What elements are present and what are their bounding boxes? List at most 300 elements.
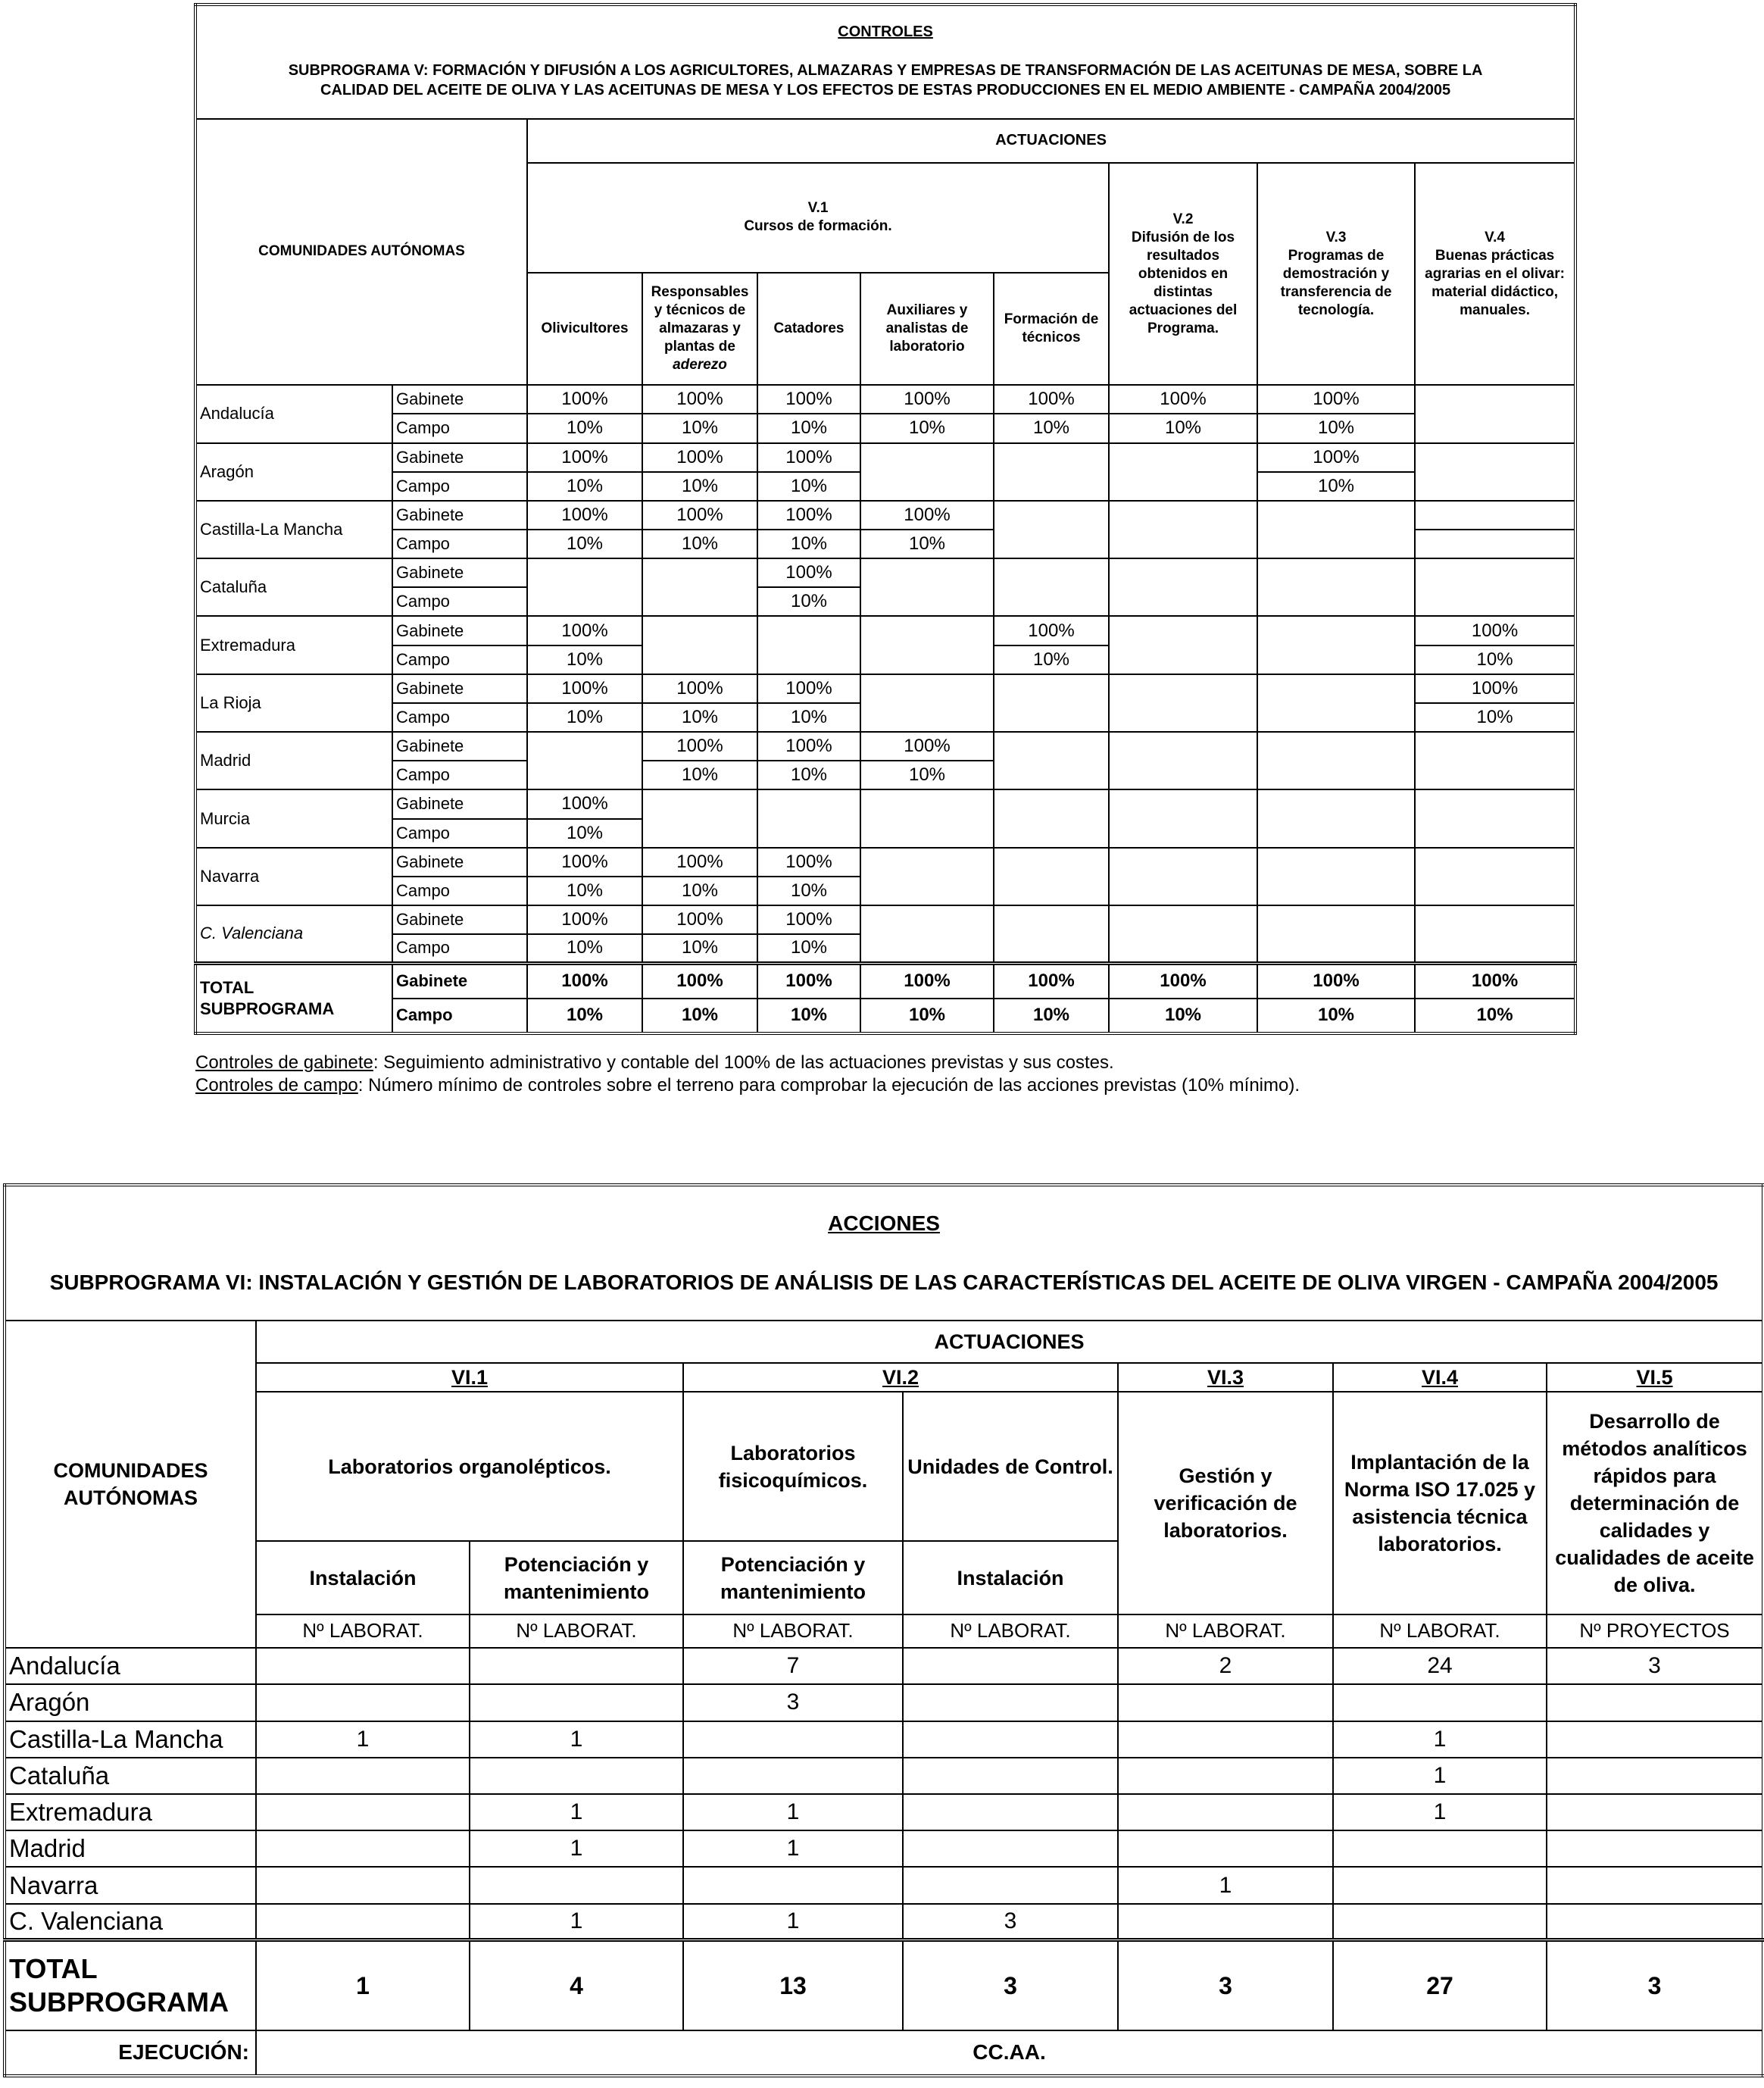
cell-empty [860, 848, 994, 905]
unit-label: Nº LABORAT. [256, 1614, 470, 1648]
cell-value: 100% [527, 789, 642, 818]
unit-label: Nº LABORAT. [683, 1614, 903, 1648]
v2-code: V.2 [1172, 211, 1194, 227]
cell-value [1118, 1684, 1333, 1721]
cell-value [1118, 1904, 1333, 1940]
cell-empty [860, 674, 994, 732]
controles-table [194, 3, 1577, 1035]
ejecucion-label: EJECUCIÓN: [118, 2040, 249, 2065]
cell-empty [994, 848, 1109, 905]
acciones-title-block [5, 1185, 1763, 1321]
total-value: 27 [1333, 1940, 1547, 2030]
region-murcia: Murcia [195, 789, 392, 847]
vi2-fisico-title: Laboratorios fisicoquímicos. [683, 1392, 903, 1541]
cell-value: 100% [642, 501, 757, 530]
total-label [195, 963, 392, 1033]
vi3-code: VI.3 [1118, 1363, 1333, 1392]
label-campo: Campo [392, 761, 527, 789]
label-gabinete: Gabinete [392, 443, 527, 472]
note-campo [195, 1074, 1300, 1097]
actuaciones-header: ACTUACIONES [527, 119, 1575, 163]
total-value: 10% [757, 999, 860, 1033]
cell-empty [860, 558, 994, 616]
vi5-code: VI.5 [1547, 1363, 1763, 1392]
total-label-campo: Campo [392, 999, 527, 1033]
sub-instalacion: Instalación [903, 1541, 1118, 1614]
cell-empty [994, 905, 1109, 963]
cell-value: 100% [994, 616, 1109, 645]
cell-value: 100% [757, 732, 860, 761]
cell-empty [1257, 905, 1415, 963]
cell-value: 100% [1415, 616, 1575, 645]
sub-formacion: Formación de técnicos [994, 273, 1109, 386]
cell-value: 100% [757, 905, 860, 934]
vi4-title: Implantación de la Norma ISO 17.025 y asistencia técnica laboratorios. [1333, 1392, 1547, 1614]
cell-value [256, 1867, 470, 1903]
cell-value: 10% [1109, 414, 1257, 442]
cell-value: 1 [1333, 1721, 1547, 1758]
cell-value [903, 1830, 1118, 1867]
ejecucion-value: CC.AA. [256, 2030, 1763, 2076]
vi5-title: Desarrollo de métodos analíticos rápidos para determinación de calidades y cualidades de aceite de oliva. [1547, 1392, 1763, 1614]
v3-header [1257, 163, 1415, 385]
cell-value: 1 [683, 1794, 903, 1830]
region-label: C. Valenciana [5, 1904, 256, 1940]
cell-value [903, 1684, 1118, 1721]
unit-label: Nº LABORAT. [1333, 1614, 1547, 1648]
cell-value [1333, 1867, 1547, 1903]
sub-potenciacion: Potenciación y mantenimiento [470, 1541, 683, 1614]
cell-value [1118, 1830, 1333, 1867]
cell-value: 10% [757, 472, 860, 501]
cell-empty [1415, 385, 1575, 442]
total-value: 3 [903, 1940, 1118, 2030]
region-andalucia: Andalucía [195, 385, 392, 442]
label-gabinete: Gabinete [392, 501, 527, 530]
cell-value: 100% [642, 385, 757, 414]
cell-value: 1 [683, 1830, 903, 1867]
cell-value: 10% [527, 645, 642, 674]
cell-value: 100% [860, 501, 994, 530]
region-label: Aragón [5, 1684, 256, 1721]
cell-empty [1415, 558, 1575, 616]
region-label: Castilla-La Mancha [5, 1721, 256, 1758]
cell-value: 10% [757, 934, 860, 963]
note-campo-term: Controles de campo [195, 1075, 358, 1096]
cell-empty [860, 789, 994, 847]
label-campo: Campo [392, 530, 527, 558]
total-value: 1 [256, 1940, 470, 2030]
vi4-code: VI.4 [1333, 1363, 1547, 1392]
cell-empty [1415, 848, 1575, 905]
label-campo: Campo [392, 819, 527, 848]
vi1-code: VI.1 [256, 1363, 683, 1392]
cell-value: 10% [642, 703, 757, 732]
cell-value: 100% [642, 732, 757, 761]
region-aragon: Aragón [195, 443, 392, 501]
cell-empty [1257, 558, 1415, 616]
v4-header [1415, 163, 1575, 385]
cell-value: 100% [860, 385, 994, 414]
cell-value: 10% [994, 414, 1109, 442]
cell-value [256, 1648, 470, 1684]
cell-value: 1 [470, 1904, 683, 1940]
region-larioja: La Rioja [195, 674, 392, 732]
total-label [5, 1940, 256, 2030]
cell-value [470, 1684, 683, 1721]
total-label-gabinete: Gabinete [392, 963, 527, 998]
cell-value: 100% [527, 616, 642, 645]
total-value: 13 [683, 1940, 903, 2030]
total-value: 100% [527, 963, 642, 998]
cell-value: 100% [527, 905, 642, 934]
sub-auxiliares: Auxiliares y analistas de laboratorio [860, 273, 994, 386]
cell-value: 10% [860, 761, 994, 789]
total-value: 100% [757, 963, 860, 998]
cell-value [256, 1904, 470, 1940]
cell-value: 100% [527, 501, 642, 530]
cell-value: 3 [903, 1904, 1118, 1940]
cell-value [1333, 1684, 1547, 1721]
table-row [5, 1867, 1763, 1903]
label-gabinete: Gabinete [392, 905, 527, 934]
actuaciones-header: ACTUACIONES [256, 1321, 1763, 1363]
total-value: 3 [1547, 1940, 1763, 2030]
cell-empty [1109, 732, 1257, 789]
cell-value: 10% [527, 472, 642, 501]
cell-value: 10% [527, 414, 642, 442]
cell-value [1118, 1794, 1333, 1830]
cell-empty [1415, 501, 1575, 530]
cell-value: 10% [1257, 414, 1415, 442]
sub-instalacion: Instalación [256, 1541, 470, 1614]
total-value: 10% [527, 999, 642, 1033]
cell-empty [757, 789, 860, 847]
label-campo: Campo [392, 414, 527, 442]
total-label-line-2: SUBPROGRAMA [200, 999, 335, 1018]
v4-title: Buenas prácticas agrarias en el olivar: material didáctico, manuales. [1425, 247, 1565, 318]
controles-title-block [195, 5, 1575, 119]
cell-value: 1 [1333, 1758, 1547, 1794]
cell-value: 100% [757, 443, 860, 472]
region-label: Andalucía [5, 1648, 256, 1684]
cell-value: 100% [1257, 443, 1415, 472]
cell-value [1333, 1904, 1547, 1940]
cell-empty [994, 443, 1109, 501]
cell-value: 100% [527, 443, 642, 472]
cell-value: 10% [1415, 703, 1575, 732]
cell-value [903, 1867, 1118, 1903]
total-value: 100% [1109, 963, 1257, 998]
controles-subtitle-line-1: SUBPROGRAMA V: FORMACIÓN Y DIFUSIÓN A LOS AGRICULTORES, ALMAZARAS Y EMPRESAS DE TRANSFORMACIÓN DE LAS ACEITUNAS DE MESA, SOBRE LA [288, 62, 1483, 80]
region-madrid: Madrid [195, 732, 392, 789]
cell-empty [527, 732, 642, 789]
sub-responsables-text: Responsables y técnicos de almazaras y plantas de [651, 283, 749, 355]
cell-value: 100% [1257, 385, 1415, 414]
region-castilla: Castilla-La Mancha [195, 501, 392, 558]
total-label-line-1: TOTAL [200, 977, 254, 997]
sub-olivicultores: Olivicultores [527, 273, 642, 386]
region-label: Cataluña [5, 1758, 256, 1794]
region-label: Madrid [5, 1830, 256, 1867]
total-label-line-2: SUBPROGRAMA [9, 1986, 229, 2018]
v1-code: V.1 [807, 200, 829, 217]
cell-value: 10% [642, 761, 757, 789]
cell-empty [1257, 789, 1415, 847]
cell-value: 100% [527, 674, 642, 703]
cell-empty [1109, 789, 1257, 847]
label-gabinete: Gabinete [392, 789, 527, 818]
table-row [5, 1830, 1763, 1867]
cell-value: 1 [683, 1904, 903, 1940]
cell-empty [757, 616, 860, 674]
cell-value: 100% [527, 385, 642, 414]
cell-value [903, 1648, 1118, 1684]
cell-value [1547, 1684, 1763, 1721]
comunidades-header: COMUNIDADES AUTÓNOMAS [5, 1321, 256, 1648]
cell-value: 100% [642, 905, 757, 934]
cell-empty [860, 905, 994, 963]
acciones-table [3, 1183, 1764, 2077]
total-value: 10% [1415, 999, 1575, 1033]
region-extremadura: Extremadura [195, 616, 392, 674]
cell-empty [1109, 674, 1257, 732]
v1-title: Cursos de formación. [744, 218, 892, 235]
region-label: Navarra [5, 1867, 256, 1903]
cell-value [1547, 1867, 1763, 1903]
cell-value: 3 [683, 1684, 903, 1721]
cell-empty [860, 616, 994, 674]
cell-value: 100% [642, 443, 757, 472]
cell-value: 10% [757, 414, 860, 442]
label-gabinete: Gabinete [392, 674, 527, 703]
comunidades-header: COMUNIDADES AUTÓNOMAS [195, 119, 527, 386]
cell-empty [642, 616, 757, 674]
cell-value [470, 1648, 683, 1684]
v2-header [1109, 163, 1257, 385]
cell-value: 100% [642, 848, 757, 877]
label-campo: Campo [392, 934, 527, 963]
cell-empty [1257, 616, 1415, 674]
cell-value: 10% [757, 530, 860, 558]
controles-title: CONTROLES [838, 23, 933, 41]
cell-empty [642, 789, 757, 847]
note-campo-text: : Número mínimo de controles sobre el terreno para comprobar la ejecución de las acciones previstas (10% mínimo). [357, 1075, 1300, 1096]
label-campo: Campo [392, 703, 527, 732]
vi2-code: VI.2 [683, 1363, 1118, 1392]
cell-value [1547, 1830, 1763, 1867]
total-value: 100% [642, 963, 757, 998]
table-row [5, 1794, 1763, 1830]
cell-value [256, 1794, 470, 1830]
cell-value: 10% [527, 819, 642, 848]
cell-value [256, 1830, 470, 1867]
cell-value: 10% [642, 877, 757, 905]
cell-empty [994, 732, 1109, 789]
region-label: Extremadura [5, 1794, 256, 1830]
cell-value: 10% [642, 414, 757, 442]
total-value: 10% [642, 999, 757, 1033]
acciones-subtitle: SUBPROGRAMA VI: INSTALACIÓN Y GESTIÓN DE LABORATORIOS DE ANÁLISIS DE LAS CARACTERÍSTICAS DEL ACEITE DE OLIVA VIRGEN - CAMPAÑA 2004/2005 [49, 1270, 1719, 1294]
label-gabinete: Gabinete [392, 385, 527, 414]
cell-value: 10% [860, 414, 994, 442]
cell-empty [1415, 789, 1575, 847]
total-value: 100% [994, 963, 1109, 998]
label-gabinete: Gabinete [392, 732, 527, 761]
cell-value: 1 [470, 1794, 683, 1830]
total-label-line-1: TOTAL [9, 1953, 98, 1984]
acciones-title: ACCIONES [828, 1211, 940, 1235]
unit-label: Nº LABORAT. [1118, 1614, 1333, 1648]
cell-value: 10% [994, 645, 1109, 674]
cell-empty [1415, 905, 1575, 963]
label-gabinete: Gabinete [392, 558, 527, 587]
label-gabinete: Gabinete [392, 848, 527, 877]
cell-empty [1109, 616, 1257, 674]
controles-notes [195, 1052, 1300, 1097]
cell-empty [1109, 443, 1257, 501]
cell-value: 100% [860, 732, 994, 761]
cell-empty [642, 558, 757, 616]
cell-value [470, 1758, 683, 1794]
label-campo: Campo [392, 877, 527, 905]
cell-empty [1415, 443, 1575, 501]
cell-value: 100% [757, 385, 860, 414]
cell-empty [1109, 848, 1257, 905]
cell-value [1547, 1721, 1763, 1758]
label-campo: Campo [392, 587, 527, 616]
table-row [5, 1721, 1763, 1758]
total-value: 3 [1118, 1940, 1333, 2030]
unit-label: Nº LABORAT. [903, 1614, 1118, 1648]
cell-empty [527, 558, 642, 616]
cell-empty [1109, 905, 1257, 963]
total-value: 100% [860, 963, 994, 998]
region-valenciana-label: C. Valenciana [200, 924, 304, 943]
cell-empty [860, 443, 994, 501]
v3-code: V.3 [1325, 229, 1347, 245]
cell-value: 10% [527, 703, 642, 732]
total-row [5, 1940, 1763, 2030]
cell-value: 100% [994, 385, 1109, 414]
cell-value: 10% [527, 530, 642, 558]
cell-empty [1257, 501, 1415, 558]
region-cataluna: Cataluña [195, 558, 392, 616]
cell-empty [994, 501, 1109, 558]
region-valenciana [195, 905, 392, 963]
cell-value: 1 [1118, 1867, 1333, 1903]
table-row [5, 1684, 1763, 1721]
total-value: 10% [1109, 999, 1257, 1033]
table-row [5, 1904, 1763, 1940]
table-row [5, 1758, 1763, 1794]
unit-label: Nº PROYECTOS [1547, 1614, 1763, 1648]
cell-value [1547, 1758, 1763, 1794]
cell-value [683, 1867, 903, 1903]
note-gabinete-text: : Seguimiento administrativo y contable del 100% de las actuaciones previstas y sus costes. [373, 1052, 1114, 1073]
cell-value [683, 1721, 903, 1758]
region-navarra: Navarra [195, 848, 392, 905]
total-value: 100% [1415, 963, 1575, 998]
cell-empty [994, 789, 1109, 847]
cell-value: 1 [256, 1721, 470, 1758]
v1-header [527, 163, 1109, 273]
note-gabinete-term: Controles de gabinete [195, 1052, 373, 1073]
cell-value: 10% [757, 877, 860, 905]
cell-empty [1257, 674, 1415, 732]
sub-responsables-italic: aderezo [673, 356, 727, 373]
sub-catadores: Catadores [757, 273, 860, 386]
controles-subtitle-line-2: CALIDAD DEL ACEITE DE OLIVA Y LAS ACEITUNAS DE MESA Y LOS EFECTOS DE ESTAS PRODUCCIONES EN EL MEDIO AMBIENTE - CAMPAÑA 2004/2005 [320, 82, 1451, 99]
total-value: 4 [470, 1940, 683, 2030]
cell-value: 100% [1415, 674, 1575, 703]
cell-empty [1109, 501, 1257, 558]
cell-value: 1 [1333, 1794, 1547, 1830]
cell-value: 10% [757, 703, 860, 732]
cell-value: 10% [860, 530, 994, 558]
cell-value: 100% [757, 501, 860, 530]
vi3-title: Gestión y verificación de laboratorios. [1118, 1392, 1333, 1614]
cell-value [1547, 1794, 1763, 1830]
table-row [5, 1648, 1763, 1684]
v3-title: Programas de demostración y transferencia de tecnología. [1280, 247, 1392, 318]
total-value: 100% [1257, 963, 1415, 998]
unit-label: Nº LABORAT. [470, 1614, 683, 1648]
cell-empty [1415, 530, 1575, 558]
vi2-unidades-title: Unidades de Control. [903, 1392, 1118, 1541]
cell-value: 100% [757, 558, 860, 587]
cell-value: 10% [642, 472, 757, 501]
cell-value: 100% [642, 674, 757, 703]
cell-value [903, 1758, 1118, 1794]
total-value: 10% [860, 999, 994, 1033]
total-value: 10% [994, 999, 1109, 1033]
cell-value [470, 1867, 683, 1903]
cell-empty [1257, 732, 1415, 789]
cell-value: 1 [470, 1830, 683, 1867]
total-value: 10% [1257, 999, 1415, 1033]
cell-empty [1415, 732, 1575, 789]
cell-value: 100% [1109, 385, 1257, 414]
cell-empty [994, 674, 1109, 732]
cell-value [256, 1684, 470, 1721]
cell-value [903, 1721, 1118, 1758]
cell-value [1118, 1758, 1333, 1794]
cell-value: 10% [1415, 645, 1575, 674]
cell-value: 10% [642, 530, 757, 558]
cell-value [256, 1758, 470, 1794]
cell-empty [1109, 558, 1257, 616]
label-campo: Campo [392, 645, 527, 674]
cell-value: 10% [1257, 472, 1415, 501]
cell-value: 7 [683, 1648, 903, 1684]
cell-value: 24 [1333, 1648, 1547, 1684]
cell-value: 10% [527, 877, 642, 905]
cell-value [1118, 1721, 1333, 1758]
vi1-title: Laboratorios organolépticos. [256, 1392, 683, 1541]
cell-empty [994, 558, 1109, 616]
cell-value: 100% [757, 848, 860, 877]
v4-code: V.4 [1485, 229, 1505, 245]
v2-title: Difusión de los resultados obtenidos en distintas actuaciones del Programa. [1129, 229, 1238, 336]
label-gabinete: Gabinete [392, 616, 527, 645]
sub-responsables [642, 273, 757, 386]
note-gabinete [195, 1052, 1300, 1074]
cell-value [1333, 1830, 1547, 1867]
cell-value: 1 [470, 1721, 683, 1758]
cell-empty [1257, 848, 1415, 905]
cell-value [1547, 1904, 1763, 1940]
